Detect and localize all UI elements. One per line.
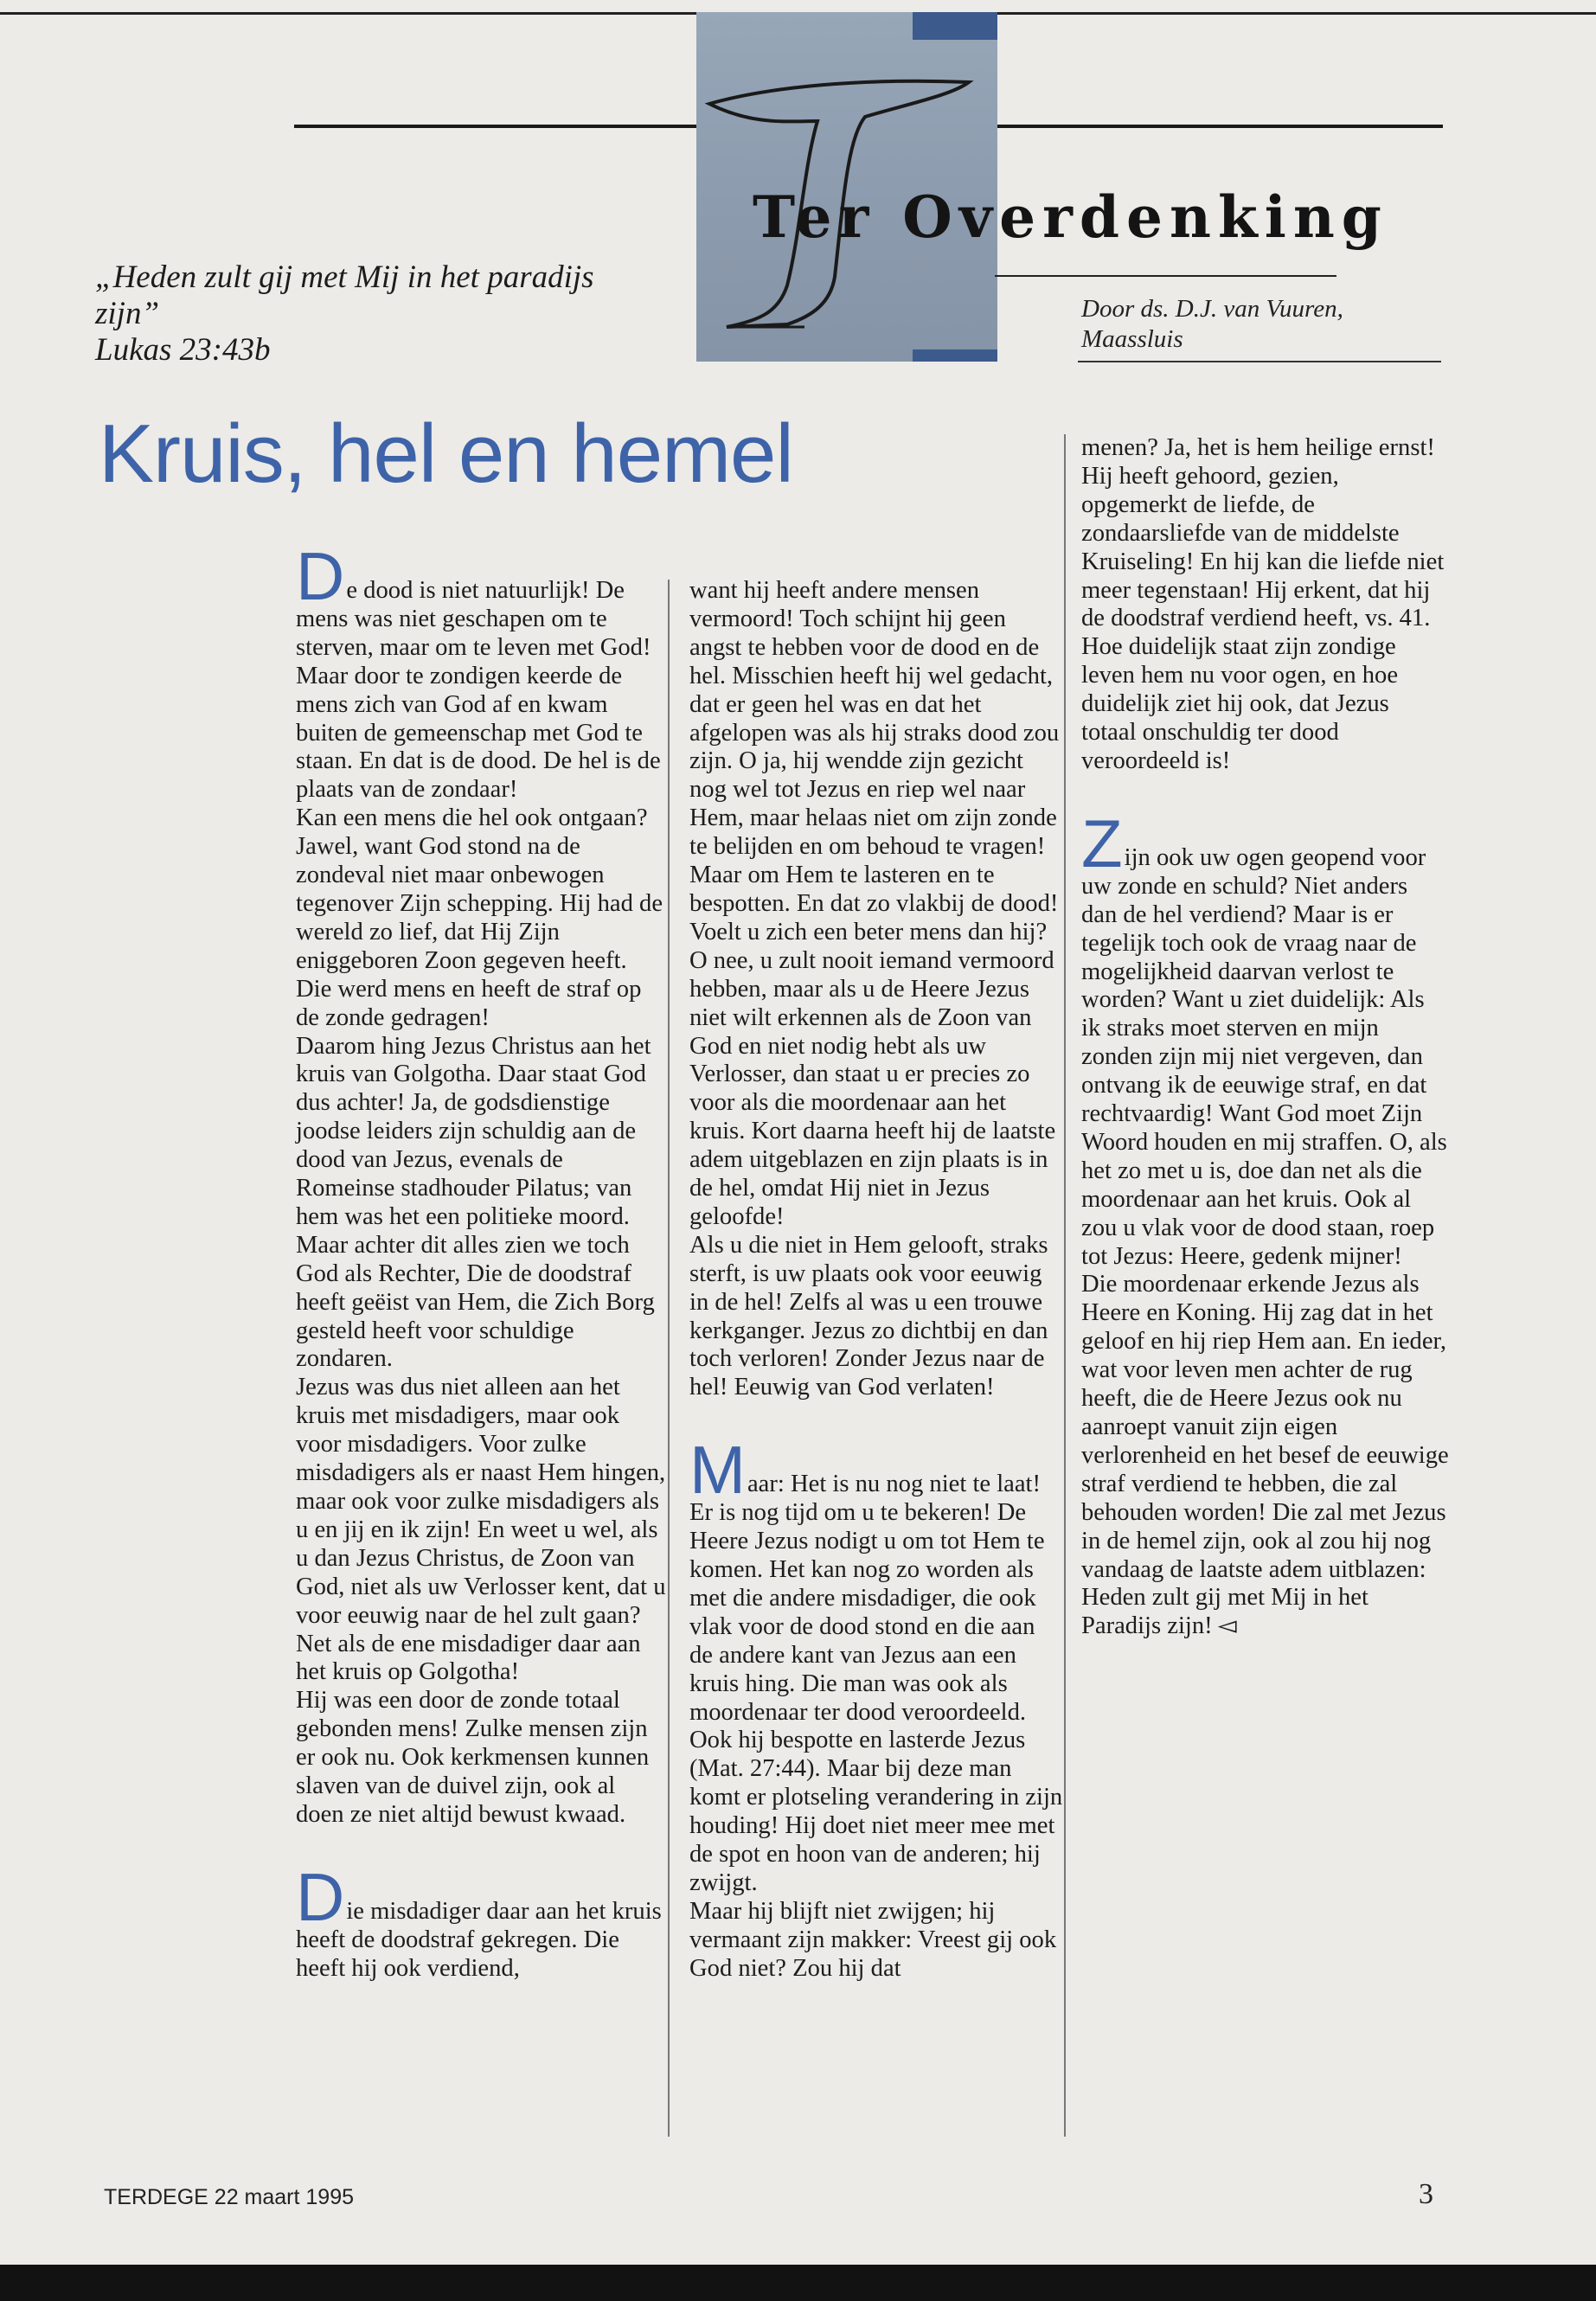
quote-line-2: zijn” [95,296,160,331]
drop-cap: Z [1081,804,1123,881]
end-of-article-icon: ◅ [1217,1612,1237,1640]
header-rule-left [294,125,701,128]
article-column-2 [689,577,1063,1984]
drop-cap: D [296,538,345,614]
paragraph: menen? Ja, het is hem heilige ernst! Hij heeft gehoord, gezien, opgemerkt de liefde, de zondaarsliefde van de middelste Kruiseling! En hij kan die liefde niet meer tegenstaan! Hij erkent, dat hij de doodstraf verdiend heeft, vs. 41. Hoe duidelijk staat zijn zondige leven hem nu voor ogen, en hoe duidelijk ziet hij ook, dat Jezus totaal onschuldig ter dood veroordeeld is! [1081,434,1445,774]
quote-line-1: „Heden zult gij met Mij in het paradijs [95,260,594,295]
paragraph: Zijn ook uw ogen geopend voor uw zonde en schuld? Niet anders dan de hel verdiend? Maar is er tegelijk toch ook de vraag naar de mogelijkheid daarvan verlost te worden? Want u ziet duidelijk: Als ik straks moet sterven en mijn zonden zijn mij niet vergeven, dan ontvang ik de eeuwige straf, en dat rechtvaardig! Want God moet Zijn Woord houden en mij straffen. O, als het zo met u is, doe dan net als die moordenaar aan het kruis. Ook al zou u vlak voor de dood staan, roep tot Jezus: Heere, gedenk mijner! [1081,804,1447,1270]
column-divider-2 [1064,434,1066,2137]
drop-cap: M [689,1432,746,1509]
scripture-quote [95,260,649,369]
paragraph: Hij was een door de zonde totaal gebonden mens! Zulke mensen zijn er ook nu. Ook kerkmensen kunnen slaven van de duivel zijn, ook al doen ze niet altijd bewust kwaad. [296,1687,650,1828]
article-column-3 [1081,434,1449,1641]
page-number: 3 [1419,2178,1433,2210]
column-divider-1 [668,580,670,2137]
article-column-1 [296,538,668,1984]
paragraph: want hij heeft andere mensen vermoord! Toch schijnt hij geen angst te hebben voor de dood en de hel. Misschien heeft hij wel gedacht, dat er geen hel was en dat het afgelopen was als hij straks dood zou zijn. O ja, hij wendde zijn gezicht nog wel tot Jezus en riep wel naar Hem, maar helaas niet om zijn zonde te belijden en om behoud te vragen! Maar om Hem te lasteren en te bespotten. En dat zo vlakbij de dood! [689,577,1060,917]
footer-publication: TERDEGE 22 maart 1995 [104,2185,355,2209]
paragraph: Jezus was dus niet alleen aan het kruis met misdadigers, maar ook voor misdadigers. Voor zulke misdadigers als er naast Hem hingen, maar ook voor zulke misdadigers als u en jij en ik zijn! En weet u wel, als u dan Jezus Christus, de Zoon van God, niet als uw Verlosser kent, dat u voor eeuwig naar de hel zult gaan? Net als de ene misdadiger daar aan het kruis op Golgotha! [296,1374,666,1686]
logo-accent-bar-bottom [913,349,997,362]
byline [1081,294,1445,355]
column-title: Ter Overdenking [753,183,1388,251]
bottom-band [0,2265,1596,2301]
byline-place: Maassluis [1081,325,1183,353]
logo-accent-bar-top [913,12,997,40]
paragraph: De dood is niet natuurlijk! De mens was niet geschapen om te sterven, maar om te leven met God! Maar door te zondigen keerde de mens zich van God af en kwam buiten de gemeenschap met God te staan. En dat is de dood. De hel is de plaats van de zondaar! [296,538,661,804]
title-underline [995,275,1336,277]
drop-cap: D [296,1858,345,1935]
paragraph: Maar hij blijft niet zwijgen; hij vermaant zijn makker: Vreest gij ook God niet? Zou hij dat [689,1897,1057,1982]
quote-reference: Lukas 23:43b [95,332,271,368]
paragraph: Daarom hing Jezus Christus aan het kruis van Golgotha. Daar staat God dus achter! Ja, de godsdienstige joodse leiders zijn schuldig aan de dood van Jezus, evenals de Romeinse stadhouder Pilatus; van hem was het een politieke moord. Maar achter dit alles zien we toch God als Rechter, Die de doodstraf heeft geëist van Hem, die Zich Borg gesteld heeft voor schuldige zondaren. [296,1032,655,1373]
paragraph: Kan een mens die hel ook ontgaan? Jawel, want God stond na de zondeval niet maar onbewogen tegenover Zijn schepping. Hij had de wereld zo lief, dat Hij Zijn eniggeboren Zoon gegeven heeft. Die werd mens en heeft de straf op de zonde gedragen! [296,804,663,1031]
byline-author: Door ds. D.J. van Vuuren, [1081,295,1343,323]
paragraph: Die misdadiger daar aan het kruis heeft de doodstraf gekregen. Die heeft hij ook verdiend, [296,1858,662,1982]
paragraph: Als u die niet in Hem gelooft, straks sterft, is uw plaats ook voor eeuwig in de hel! Zelfs al was u een trouwe kerkganger. Jezus zo dichtbij en dan toch verloren! Zonder Jezus naar de hel! Eeuwig van God verlaten! [689,1231,1048,1401]
paragraph: Die moordenaar erkende Jezus als Heere en Koning. Hij zag dat in het geloof en hij riep Hem aan. En ieder, wat voor leven men achter de rug heeft, die de Heere Jezus ook nu aanroept vanuit zijn eigen verlorenheid en het besef de eeuwige straf verdiend te hebben, die zal behouden worden! Die zal met Jezus in de hemel zijn, ook al zou hij nog vandaag de laatste adem uitblazen: Heden zult gij met Mij in het Paradijs zijn! ◅ [1081,1271,1449,1640]
paragraph: Maar: Het is nu nog niet te laat! Er is nog tijd om u te bekeren! De Heere Jezus nodigt u om tot Hem te komen. Het kan nog zo worden als met die andere misdadiger, die ook vlak voor de dood stond en die aan de andere kant van Jezus aan een kruis hing. Die man was ook als moordenaar ter dood veroordeeld. Ook hij bespotte en lasterde Jezus (Mat. 27:44). Maar bij deze man komt er plotseling verandering in zijn houding! Hij doet niet meer mee met de spot en hoon van de anderen; hij zwijgt. [689,1432,1063,1896]
header-rule-right [995,125,1443,128]
article-headline: Kruis, hel en hemel [99,407,793,500]
byline-rule [1078,361,1441,362]
paragraph: Voelt u zich een beter mens dan hij? O nee, u zult nooit iemand vermoord hebben, maar als u de Heere Jezus niet wilt erkennen als de Zoon van God en niet nodig hebt als uw Verlosser, dan staat u er precies zo voor als die moordenaar aan het kruis. Kort daarna heeft hij de laatste adem uitgeblazen en zijn plaats is in de hel, omdat Hij niet in Jezus geloofde! [689,918,1056,1230]
